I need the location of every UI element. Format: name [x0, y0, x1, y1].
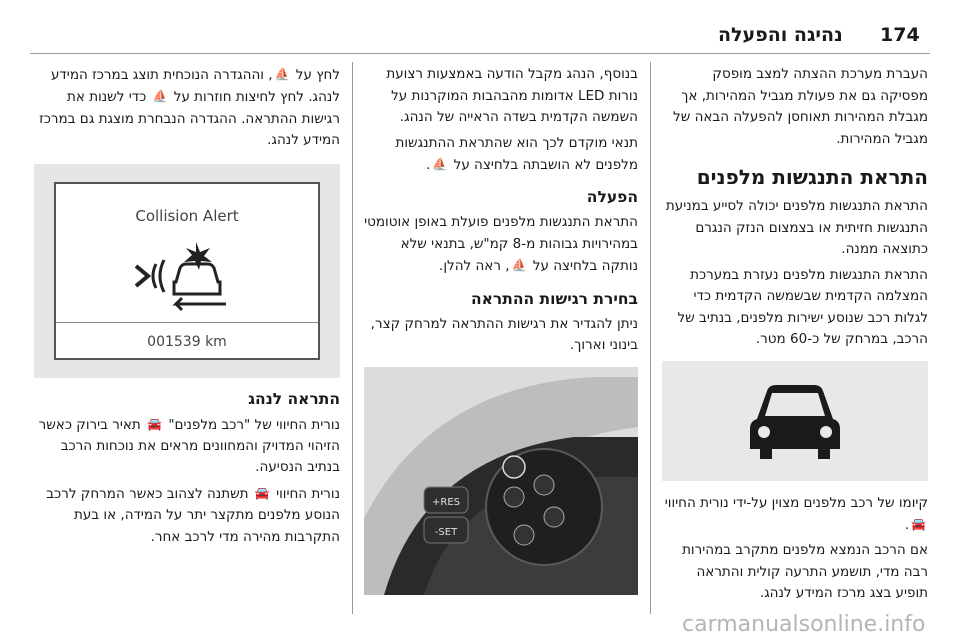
paragraph: בנוסף, הנהג מקבל הודעה באמצעות רצועת נורות LED אדומות מהבהבות המוקרנות על השמשה הקדמית בשדה הראייה של הנהג. — [386, 66, 638, 125]
left-column — [34, 64, 340, 552]
driver-info-screen — [54, 182, 320, 360]
paragraph: נורית החיווי 🚘 תשתנה לצהוב כאשר המרחק לרכב הנוסע מלפנים מתקצר יתר על המידה, או בעת התקרבות מהירה מדי לרכב אחר. — [34, 483, 340, 548]
header-divider — [30, 53, 930, 54]
paragraph: קיומו של רכב מלפנים מצוין על-ידי נורית החיווי 🚘. — [662, 493, 928, 537]
collision-sensitivity-button — [503, 456, 525, 478]
paragraph: אם הרכב הנמצא מלפנים מתקרב במהירות רבה מדי, תושמע התרעה קולית והתראה תופיע בצג מרכז המידע לנהג. — [682, 542, 928, 602]
column-divider-left — [352, 62, 353, 614]
page-header — [0, 0, 960, 56]
speed-limiter-note: העברת מערכת ההצתה למצב מופסק מפסיקה גם את פעולת מגביל המהירות, אך מגבלת המהירות תאוחסן להפעלה הבאה של מגביל המהירות. — [673, 66, 928, 147]
page-title: נהיגה והפעלה — [718, 24, 843, 46]
vehicle-ahead-indicator-figure — [662, 361, 928, 481]
collision-sensitivity-icon: ⛵ — [274, 67, 290, 81]
steering-wheel-illustration — [364, 367, 638, 595]
section-heading-activation: הפעלה — [586, 188, 638, 207]
set-button-label: SET- — [434, 526, 458, 538]
paragraph: התראת התנגשות מלפנים יכולה לסייע במניעת התנגשות חזיתית או בצמצום הנזק הנגרם כתוצאה ממנה. — [665, 198, 928, 257]
paragraph: לחץ על ⛵, וההגדרה הנוכחית תוצג במרכז המידע לנהג. לחץ לחיצות חוזרות על ⛵ כדי לשנות את רגישות ההתראה. ההגדרה הנבחרת מוצגת גם במרכז המידע לנהג. — [34, 64, 340, 152]
driver-info-display-figure — [34, 164, 340, 378]
paragraph: נורית החיווי של "רכב מלפנים" 🚘 תאיר בירוק כאשר הזיהוי המדויק והמחוונים מראים את נוכחות הרכב בנתיב הנסיעה. — [34, 414, 340, 479]
vehicle-ahead-icon: 🚘 — [911, 517, 926, 531]
paragraph: התראת התנגשות מלפנים נעזרת במערכת המצלמה הקדמית שבשמשה הקדמית כדי לגלות רכב שנוסע ישירות מלפנים, בנתיב של הרכב, במרחק של כ-60 מטר. — [677, 266, 928, 347]
column-divider-right — [650, 62, 651, 614]
vehicle-ahead-icon: 🚘 — [147, 416, 163, 431]
collision-sensitivity-icon: ⛵ — [152, 89, 168, 104]
display-title: Collision Alert — [135, 206, 239, 225]
collision-sensitivity-icon: ⛵ — [432, 157, 448, 171]
paragraph: תנאי מוקדם לכך הוא שהתראת ההתנגשות מלפנים לא הושבתה בלחיצה על ⛵. — [364, 133, 638, 177]
watermark: carmanualsonline.info — [682, 612, 926, 637]
vehicle-ahead-icon — [662, 361, 928, 481]
page-number: 174 — [880, 24, 920, 46]
res-button-label: RES+ — [431, 496, 461, 508]
middle-column — [364, 64, 638, 595]
steering-wheel-controls-photo — [364, 367, 638, 595]
right-column — [662, 64, 928, 609]
collision-sensitivity-icon: ⛵ — [511, 258, 527, 273]
section-heading-forward-collision: התראת התנגשות מלפנים — [696, 165, 928, 189]
paragraph: התראת התנגשות מלפנים פועלת באופן אוטומטי במהירויות גבוהות מ-8 קמ"ש, בתנאי שלא נותקה בלחיצה על ⛵, ראה להלן. — [364, 212, 638, 277]
paragraph: ניתן להגדיר את רגישות ההתראה למרחק קצר, בינוני וארוך. — [370, 315, 638, 353]
display-divider — [56, 322, 318, 323]
section-heading-driver-alert: התראה לנהג — [248, 389, 340, 408]
odometer-readout: 001539 km — [147, 333, 227, 350]
vehicle-ahead-icon: 🚘 — [254, 485, 270, 500]
section-heading-sensitivity: בחירת רגישות ההתראה — [470, 289, 638, 308]
